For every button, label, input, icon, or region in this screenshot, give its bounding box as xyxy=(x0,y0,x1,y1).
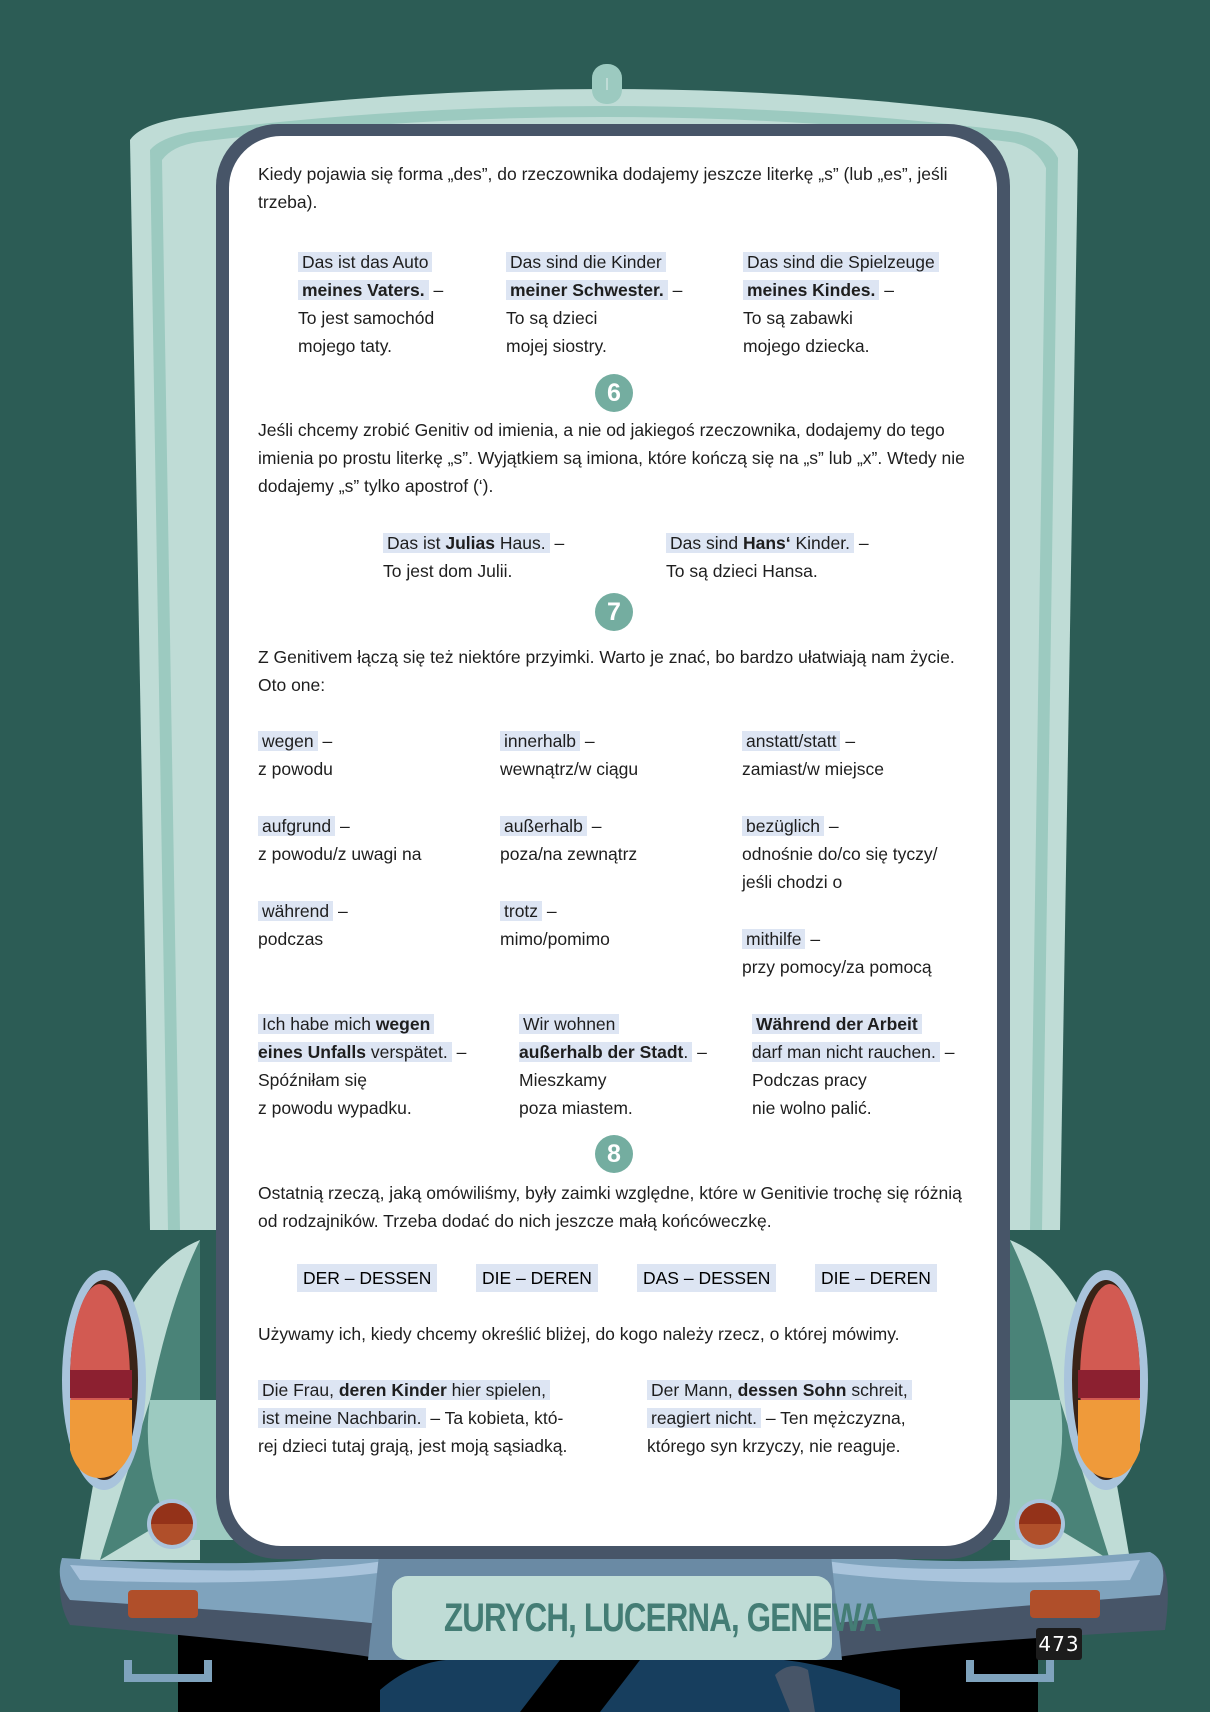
pronoun-pair: DER – DESSEN xyxy=(297,1264,437,1292)
example-card xyxy=(258,1010,466,1122)
german-text: Die Frau, xyxy=(262,1380,339,1400)
polish-translation: nie wolno palić. xyxy=(752,1098,872,1118)
german-text: hier spielen, xyxy=(446,1380,547,1400)
german-text: darf man nicht rauchen. xyxy=(752,1042,936,1062)
dash: – xyxy=(845,731,856,751)
section8-usage: Używamy ich, kiedy chcemy określić bliżej, do kogo należy rzecz, o której mówimy. xyxy=(258,1324,900,1344)
preposition-de: wegen xyxy=(258,731,318,751)
polish-translation: To są dzieci xyxy=(506,308,598,328)
german-bold: deren Kinder xyxy=(338,1380,447,1400)
polish-translation: To są dzieci Hansa. xyxy=(666,561,818,581)
preposition-pl: mimo/pomimo xyxy=(500,929,610,949)
dash: – xyxy=(810,929,821,949)
german-text: Das sind xyxy=(670,533,743,553)
german-text: Haus. xyxy=(494,533,546,553)
dash: – xyxy=(828,816,839,836)
preposition-de: mithilfe xyxy=(742,929,805,949)
dash: – xyxy=(858,533,869,553)
preposition-de: aufgrund xyxy=(258,816,335,836)
preposition-de: innerhalb xyxy=(500,731,580,751)
preposition-pl: zamiast/w miejsce xyxy=(742,759,884,779)
dash: – xyxy=(456,1042,467,1062)
dash: – xyxy=(546,901,557,921)
dash: – xyxy=(433,280,444,300)
preposition-pl: jeśli chodzi o xyxy=(742,872,843,892)
preposition-item xyxy=(500,727,638,783)
section5-intro: Kiedy pojawia się forma „des”, do rzeczownika dodajemy jeszcze literkę „s” (lub „es”, jeśli trzeba). xyxy=(258,164,948,212)
example-card xyxy=(519,1010,707,1122)
section7-text: Z Genitivem łączą się też niektóre przyimki. Warto je znać, bo bardzo ułatwiają nam życie. Oto one: xyxy=(258,647,955,695)
preposition-pl: przy pomocy/za pomocą xyxy=(742,957,932,977)
dash: – xyxy=(554,533,565,553)
german-text: Das ist xyxy=(387,533,446,553)
german-text: reagiert nicht. xyxy=(647,1408,761,1428)
preposition-de: während xyxy=(258,901,333,921)
preposition-pl: odnośnie do/co się tyczy/ xyxy=(742,844,938,864)
preposition-de: außerhalb xyxy=(500,816,587,836)
german-text: . xyxy=(683,1042,689,1062)
polish-translation: To są zabawki xyxy=(743,308,853,328)
german-bold: außerhalb der Stadt xyxy=(519,1042,684,1062)
preposition-de: bezüglich xyxy=(742,816,824,836)
dash: – xyxy=(339,816,350,836)
dash: – xyxy=(322,731,333,751)
example-card xyxy=(298,248,443,360)
section6-text: Jeśli chcemy zrobić Genitiv od imienia, a nie od jakiegoś rzeczownika, dodajemy do tego imienia po prostu literkę „s”. Wyjątkiem są imiona, które kończą się na „s” lub „x”. Wtedy nie dodajemy „s” tylko apostrof (‘). xyxy=(258,420,965,496)
preposition-pl: wewnątrz/w ciągu xyxy=(500,759,639,779)
german-sentence-bold: meines Kindes. xyxy=(743,280,879,300)
preposition-item xyxy=(742,925,932,981)
license-plate-title: ZURYCH, LUCERNA, GENEWA xyxy=(443,1596,881,1640)
german-bold: Während der Arbeit xyxy=(756,1014,918,1034)
dash: – xyxy=(697,1042,707,1062)
german-text: schreit, xyxy=(846,1380,908,1400)
polish-translation: To jest samochód xyxy=(298,308,435,328)
polish-translation: – Ta kobieta, któ- xyxy=(425,1408,564,1428)
preposition-item xyxy=(258,812,421,868)
german-sentence: Das sind die Kinder xyxy=(506,252,666,272)
german-sentence-bold: meines Vaters. xyxy=(298,280,429,300)
german-sentence: Das ist das Auto xyxy=(298,252,432,272)
polish-translation: To jest dom Julii. xyxy=(383,561,513,581)
dash: – xyxy=(944,1042,955,1062)
pronoun-pair: DIE – DEREN xyxy=(476,1264,598,1292)
german-text: verspätet. xyxy=(365,1042,448,1062)
dash: – xyxy=(884,280,894,300)
german-text: Ich habe mich xyxy=(262,1014,376,1034)
polish-translation: mojej siostry. xyxy=(506,336,607,356)
example-card xyxy=(383,529,564,585)
example-card xyxy=(647,1376,912,1460)
section8-text: Ostatnią rzeczą, jaką omówiliśmy, były zaimki względne, które w Genitivie trochę się różnią od rodzajników. Trzeba dodać do nich jeszcze małą końcóweczkę. xyxy=(258,1183,962,1231)
preposition-de: anstatt/statt xyxy=(742,731,840,751)
example-card xyxy=(258,1376,567,1460)
preposition-pl: z powodu/z uwagi na xyxy=(258,844,422,864)
preposition-pl: podczas xyxy=(258,929,324,949)
preposition-item xyxy=(742,812,938,896)
polish-translation: którego syn krzyczy, nie reaguje. xyxy=(647,1436,901,1456)
german-sentence: Das sind die Spielzeuge xyxy=(743,252,939,272)
section-number-badge: 7 xyxy=(595,593,633,631)
polish-translation: Spóźniłam się xyxy=(258,1070,367,1090)
dash: – xyxy=(584,731,595,751)
page-number: 473 xyxy=(1036,1628,1082,1660)
example-card xyxy=(666,529,869,585)
polish-translation: mojego taty. xyxy=(298,336,393,356)
polish-translation: Podczas pracy xyxy=(752,1070,867,1090)
dash: – xyxy=(338,901,348,921)
german-text: Der Mann, xyxy=(651,1380,738,1400)
preposition-de: trotz xyxy=(500,901,542,921)
polish-translation: – Ten mężczyzna, xyxy=(761,1408,906,1428)
german-sentence-bold: meiner Schwester. xyxy=(506,280,668,300)
german-bold: eines Unfalls xyxy=(258,1042,366,1062)
preposition-item xyxy=(258,727,333,783)
example-card xyxy=(743,248,939,360)
preposition-item xyxy=(258,897,348,953)
dash: – xyxy=(591,816,602,836)
example-card xyxy=(752,1010,954,1122)
section-number-badge: 8 xyxy=(595,1135,633,1173)
example-card xyxy=(506,248,682,360)
german-text: Kinder. xyxy=(790,533,850,553)
preposition-item xyxy=(500,812,637,868)
preposition-pl: poza/na zewnątrz xyxy=(500,844,638,864)
section-number-badge: 6 xyxy=(595,374,633,412)
german-bold: wegen xyxy=(375,1014,431,1034)
polish-translation: z powodu wypadku. xyxy=(258,1098,412,1118)
german-text: Wir wohnen xyxy=(523,1014,616,1034)
pronoun-pair: DAS – DESSEN xyxy=(637,1264,776,1292)
german-bold: dessen Sohn xyxy=(737,1380,847,1400)
polish-translation: poza miastem. xyxy=(519,1098,633,1118)
preposition-item xyxy=(500,897,610,953)
german-bold: Hans‘ xyxy=(742,533,791,553)
preposition-pl: z powodu xyxy=(258,759,333,779)
german-text: ist meine Nachbarin. xyxy=(258,1408,426,1428)
polish-translation: rej dzieci tutaj grają, jest moją sąsiadką. xyxy=(258,1436,568,1456)
german-bold: Julias xyxy=(445,533,495,553)
pronoun-pair: DIE – DEREN xyxy=(815,1264,937,1292)
preposition-item xyxy=(742,727,884,783)
polish-translation: mojego dziecka. xyxy=(743,336,870,356)
polish-translation: Mieszkamy xyxy=(519,1070,607,1090)
dash: – xyxy=(672,280,683,300)
